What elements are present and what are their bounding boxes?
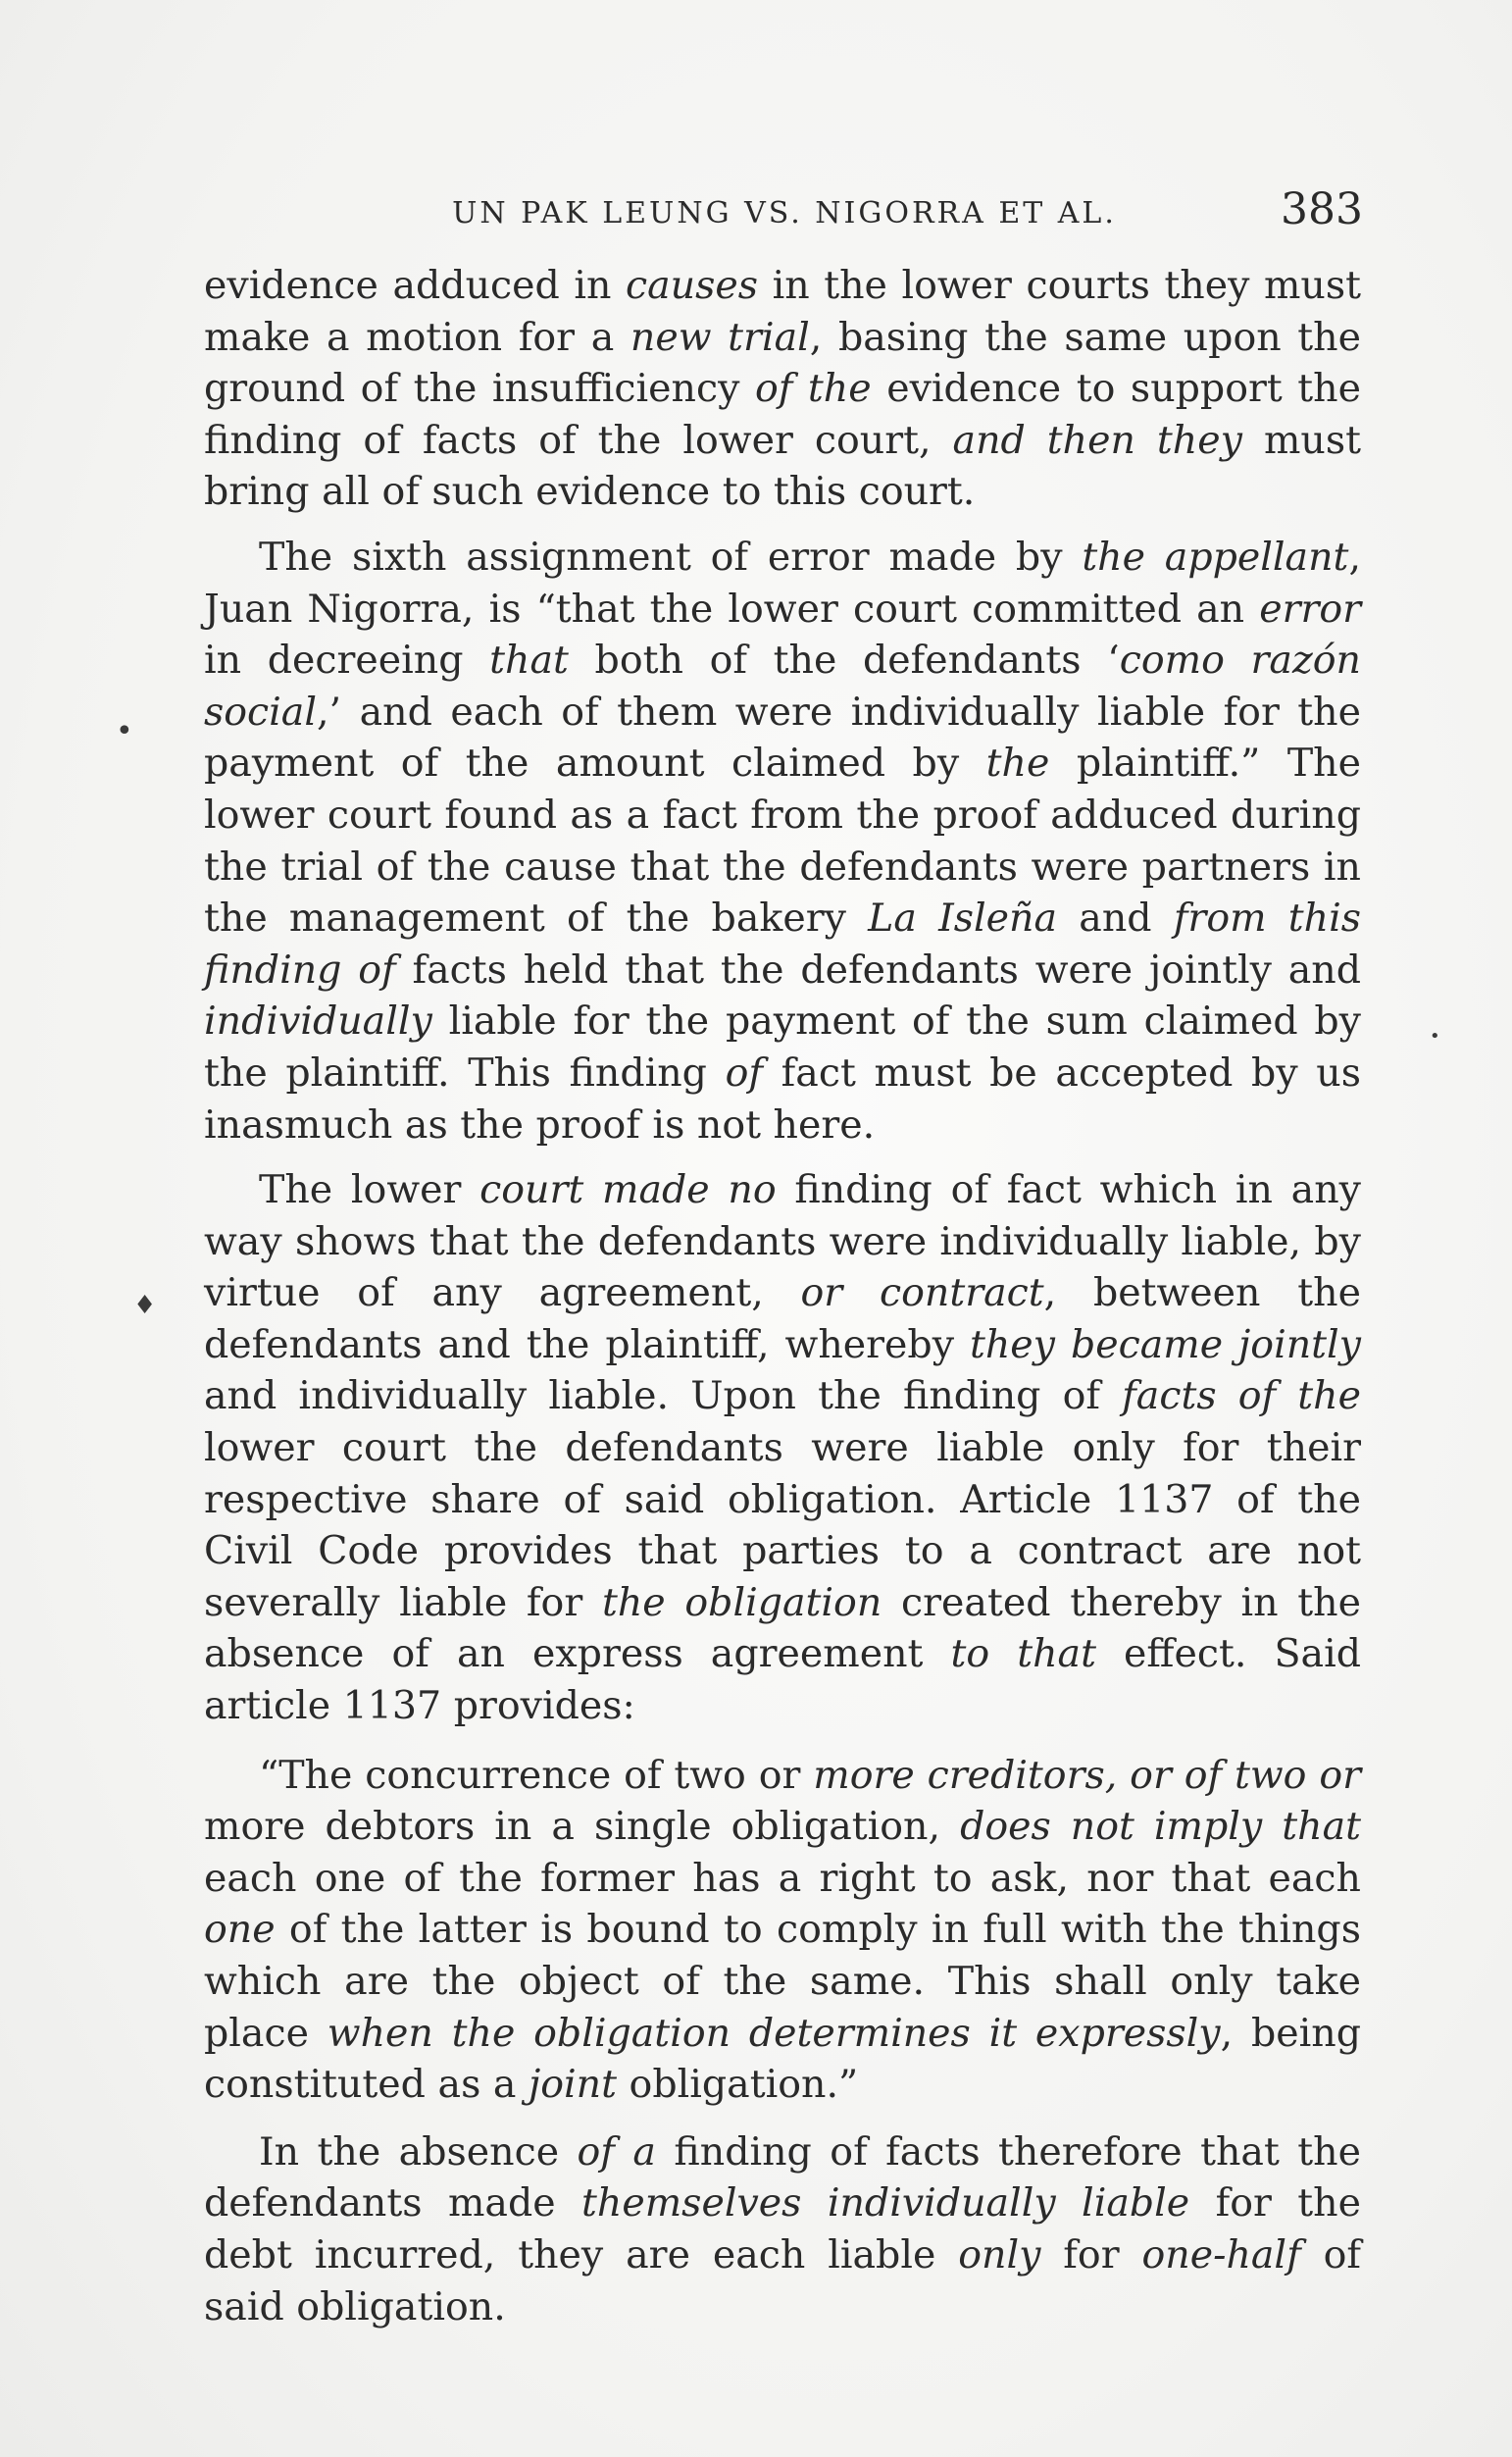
italic-text-segment: they became jointly: [969, 1321, 1361, 1367]
text-segment: , between the defendants and the plaintiff, whereby: [204, 1270, 1361, 1367]
text-segment: for the debt incurred, they are each liable: [204, 2180, 1361, 2278]
italic-text-segment: new trial: [630, 314, 810, 360]
text-segment: of the latter is bound to comply in full with the things which are the object of the same. This shall only take place: [204, 1907, 1361, 2056]
text-segment: for: [1040, 2231, 1142, 2278]
italic-text-segment: causes: [626, 263, 759, 308]
italic-text-segment: to that: [950, 1631, 1096, 1677]
italic-text-segment: of: [725, 1049, 764, 1096]
text-segment: must bring all of such evidence to this court.: [204, 417, 1361, 515]
paragraph-5: [204, 2126, 1361, 2332]
text-segment: in decreeing: [204, 638, 490, 684]
italic-text-segment: error: [1259, 586, 1361, 632]
text-segment: evidence adduced in: [204, 263, 626, 308]
text-segment: both of the defendants ‘: [568, 638, 1120, 684]
text-segment: in the lower courts they must make a motion for a: [204, 263, 1361, 360]
running-title: UN PAK LEUNG VS. NIGORRA ET AL.: [452, 196, 1117, 230]
text-segment: facts held that the defendants were jointly and: [395, 947, 1361, 993]
italic-text-segment: or contract: [800, 1270, 1044, 1316]
text-segment: , Juan Nigorra, is “that the lower court committed an: [204, 534, 1361, 632]
italic-text-segment: that: [489, 638, 569, 684]
margin-dot-mark: •: [116, 714, 133, 748]
italic-text-segment: themselves individually liable: [581, 2180, 1190, 2227]
text-segment: effect. Said article 1137 provides:: [204, 1631, 1361, 1729]
text-segment: of said obligation.: [204, 2231, 1361, 2329]
text-segment: created thereby in the absence of an express agreement: [204, 1579, 1361, 1677]
italic-text-segment: one: [204, 1907, 276, 1953]
italic-text-segment: La Isleña: [868, 896, 1058, 942]
italic-text-segment: court made no: [479, 1167, 777, 1213]
text-segment: finding of fact which in any way shows that the defendants were individually liable, by virtue of any agreement,: [204, 1167, 1361, 1316]
italic-text-segment: only: [958, 2231, 1041, 2278]
italic-text-segment: the: [985, 741, 1050, 787]
paragraph-3: [204, 1164, 1361, 1732]
text-segment: The lower: [259, 1167, 480, 1213]
text-segment: fact must be accepted by us inasmuch as the proof is not here.: [204, 1049, 1361, 1148]
paragraph-quote: [204, 1750, 1361, 2111]
italic-text-segment: individually: [204, 998, 432, 1045]
italic-text-segment: the appellant: [1082, 534, 1349, 580]
margin-dot-mark-right: •: [1430, 1026, 1440, 1047]
text-segment: plaintiff.” The lower court found as a fact from the proof adduced during the trial of the cause that the defendants were partners in the management of the bakery: [204, 741, 1361, 942]
text-segment: , being constituted as a: [204, 2010, 1361, 2108]
italic-text-segment: of the: [754, 366, 872, 412]
text-segment: evidence to support the finding of facts of the lower court,: [204, 366, 1361, 463]
page-number: 383: [1281, 184, 1363, 234]
text-segment: , basing the same upon the ground of the insufficiency: [204, 314, 1361, 412]
italic-text-segment: one-half: [1141, 2231, 1301, 2278]
italic-text-segment: and then they: [952, 417, 1242, 463]
italic-text-segment: facts of the: [1122, 1373, 1361, 1419]
page-header: [206, 184, 1363, 255]
italic-text-segment: when the obligation determines it expressly: [327, 2010, 1221, 2056]
text-segment: finding of facts therefore that the defendants made: [204, 2128, 1361, 2227]
body-text: [204, 260, 1361, 2332]
margin-ink-blot: ♦: [133, 1291, 157, 1320]
italic-text-segment: does not imply that: [960, 1804, 1361, 1850]
text-segment: ,’ and each of them were individually liable for the payment of the amount claimed by: [204, 689, 1361, 787]
italic-text-segment: como razón social: [204, 638, 1361, 735]
italic-text-segment: of a: [577, 2128, 656, 2175]
text-segment: obligation.”: [617, 2062, 859, 2108]
text-segment: The sixth assignment of error made by: [259, 534, 1083, 580]
italic-text-segment: joint: [529, 2062, 617, 2108]
text-segment: and individually liable. Upon the finding of: [204, 1373, 1123, 1419]
text-segment: In the absence: [259, 2128, 578, 2175]
text-segment: lower court the defendants were liable only for their respective share of said obligation. Article 1137 of the Civil Code provides that parties to a contract are not severally liable for: [204, 1425, 1361, 1625]
text-segment: and: [1057, 896, 1174, 942]
text-segment: more debtors in a single obligation,: [204, 1804, 961, 1850]
text-segment: liable for the payment of the sum claimed by the plaintiff. This finding: [204, 998, 1361, 1096]
paragraph-2: [204, 532, 1361, 1151]
italic-text-segment: from this finding of: [204, 896, 1362, 993]
text-segment: each one of the former has a right to ask, nor that each: [204, 1855, 1361, 1901]
text-segment: “The concurrence of two or: [259, 1752, 814, 1798]
italic-text-segment: more creditors, or of two or: [813, 1752, 1361, 1798]
paragraph-1: [204, 260, 1361, 518]
italic-text-segment: the obligation: [601, 1579, 882, 1625]
